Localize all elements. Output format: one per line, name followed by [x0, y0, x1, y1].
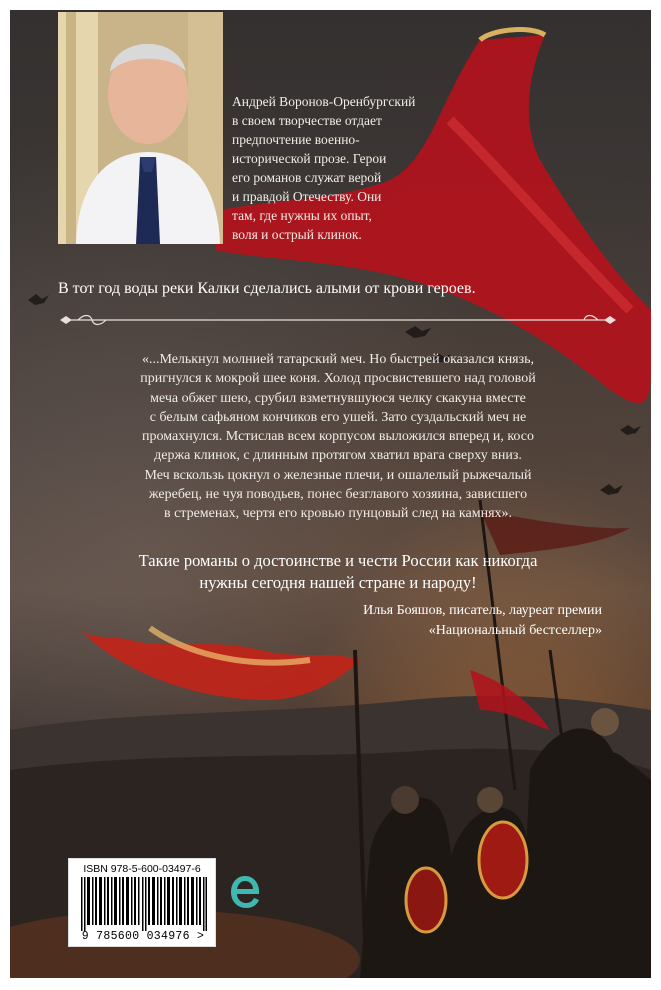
- barcode-digits: 9 785600 034976 >: [81, 930, 205, 943]
- headline: В тот год воды реки Калки сделались алыми от крови героев.: [58, 280, 476, 297]
- recommendation: Такие романы о достоинстве и чести России как никогда нужны сегодня нашей стране и народу!: [138, 551, 538, 592]
- ornament-divider: [58, 312, 618, 328]
- attribution: Илья Бояшов, писатель, лауреат премии «Национальный бестселлер»: [363, 603, 602, 638]
- author-bio: Андрей Воронов-Оренбургский в своем творчестве отдает предпочтение военно- исторической прозе. Герои его романов служат верой и правдой Отечеству. Они там, где нужны их опыт, воля и острый клинок.: [232, 94, 416, 242]
- book-excerpt: «...Мелькнул молнией татарский меч. Но быстрей оказался князь, пригнулся к мокрой шее коня. Холод просвистевшего над головой меча обжег шею, срубил взметнувшуюся челку скакуна вместе с белым сафьяном кончиков его ушей. Зато суздальский меч не промахнулся. Мстислав всем корпусом выложился вперед и, косо держа клинок, с длинным протягом хватил врага сверху вниз. Меч вскользь цокнул о железные плечи, и ошалелый рыжечалый жеребец, не чуя поводьев, понес безглавого хозяина, зависшего в стременах, чертя его кровью пунцовый след на камнях».: [140, 352, 536, 522]
- publisher-logo-icon: [228, 872, 262, 912]
- barcode-bars: [81, 877, 207, 931]
- author-photo: [58, 12, 223, 244]
- isbn-label: ISBN 978-5-600-03497-6: [83, 863, 201, 875]
- shield: [479, 822, 527, 898]
- barcode: [68, 858, 216, 947]
- book-back-cover: [10, 10, 651, 978]
